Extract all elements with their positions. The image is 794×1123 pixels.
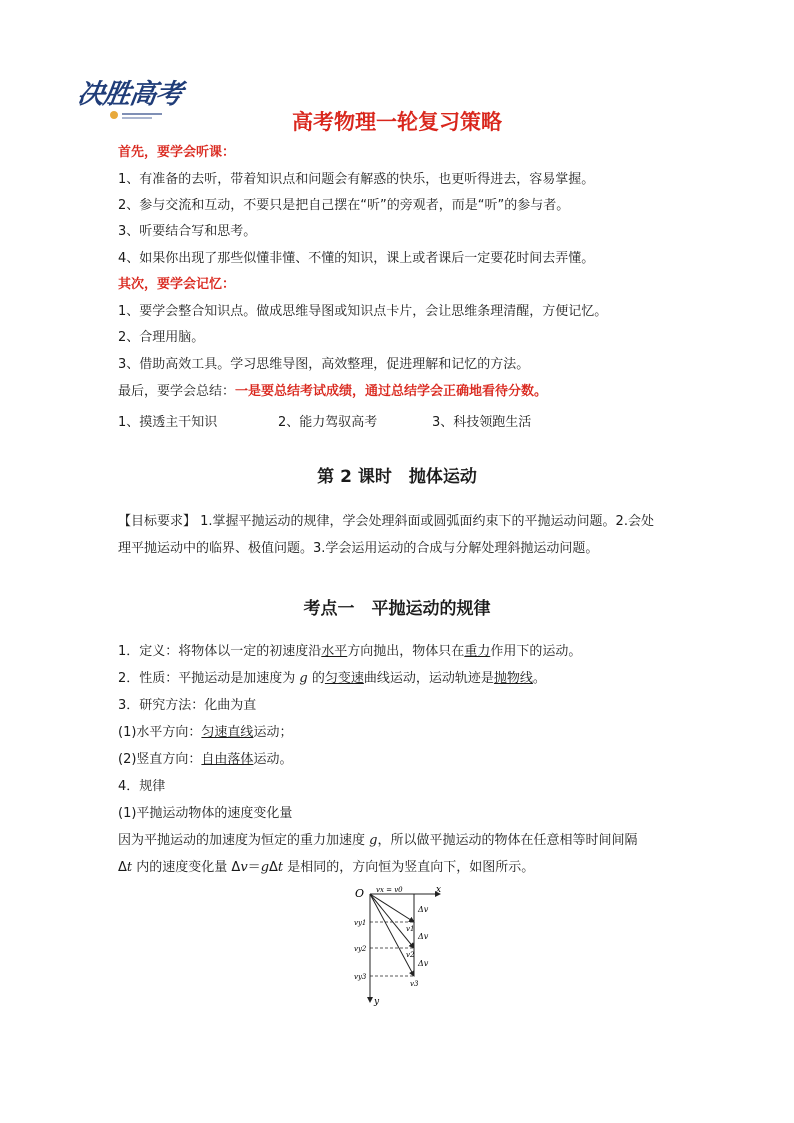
list-item: 2、合理用脑。: [118, 330, 205, 345]
v2-label: v2: [406, 951, 415, 959]
text: (1)水平方向：: [118, 725, 202, 740]
velocity-diagram: [352, 884, 452, 1006]
rule-line: 4．规律: [118, 779, 166, 794]
symbol: g: [260, 860, 270, 875]
v3-vector: [370, 894, 414, 976]
v1-label: v1: [406, 925, 415, 933]
summary-highlight: 一是要总结考试成绩，通过总结学会正确地看待分数。: [235, 384, 548, 399]
sub-heading: (1)平抛运动物体的速度变化量: [118, 806, 293, 821]
summary-prefix: 最后，要学会总结：: [118, 384, 236, 399]
dv-label: Δv: [418, 959, 429, 968]
goals-line1: 1.掌握平抛运动的规律，学会处理斜面或圆弧面约束下的平抛运动问题。2.会处: [196, 514, 654, 529]
blank-answer: 匀变速: [324, 671, 364, 686]
dv-label: Δv: [418, 905, 429, 914]
blank-answer: 抛物线: [493, 671, 533, 686]
vy2-label: vy2: [354, 945, 367, 953]
symbol: g: [299, 671, 308, 686]
text: 方向抛出，物体只在: [347, 644, 465, 659]
list-item: 3、借助高效工具。学习思维导图，高效整理，促进理解和记忆的方法。: [118, 357, 530, 372]
text: 运动；: [253, 725, 293, 740]
text: 作用下的运动。: [490, 644, 582, 659]
vy3-label: vy3: [354, 973, 367, 981]
text: 曲线运动，运动轨迹是: [363, 671, 494, 686]
list-item: 2、参与交流和互动，不要只是把自己摆在“听”的旁观者，而是“听”的参与者。: [118, 198, 570, 213]
y-axis-label: y: [374, 997, 380, 1006]
lesson-title: 第 2 课时 抛体运动: [317, 467, 477, 487]
blank-answer: 自由落体: [201, 752, 254, 767]
method-line: 3．研究方法：化曲为直: [118, 698, 257, 713]
v1-vector: [370, 894, 414, 922]
dv-label: Δv: [418, 932, 429, 941]
property-line: [118, 665, 678, 692]
vx-label: vx = v0: [376, 886, 403, 894]
vy1-label: vy1: [354, 919, 367, 927]
text: 因为平抛运动的加速度为恒定的重力加速度: [118, 833, 370, 848]
blank-answer: 重力: [464, 644, 491, 659]
logo-text: 决胜高考: [75, 79, 184, 110]
text: Δ: [118, 860, 127, 875]
list-item: 1、有准备的去听，带着知识点和问题会有解惑的快乐，也更听得进去，容易掌握。: [118, 172, 595, 187]
text: 运动。: [253, 752, 293, 767]
list-item: 1、要学会整合知识点。做成思维导图或知识点卡片，会让思维条理清醒，方便记忆。: [118, 304, 608, 319]
text: 是相同的，方向恒为竖直向下，如图所示。: [283, 860, 535, 875]
text: (2)竖直方向：: [118, 752, 202, 767]
blank-answer: 水平: [321, 644, 348, 659]
text: 。: [532, 671, 546, 686]
content-body: [118, 638, 678, 881]
summary-line: [118, 382, 547, 402]
origin-label: O: [355, 887, 365, 900]
explanation-line: [118, 854, 678, 881]
symbol: v: [240, 860, 248, 875]
text: ，所以做平抛运动的物体在任意相等时间间隔: [377, 833, 638, 848]
kaodian-title: 考点一 平抛运动的规律: [303, 599, 491, 619]
section-heading-memory: 其次，要学会记忆：: [118, 277, 236, 292]
goals-line2: 理平抛运动中的临界、极值问题。3.学会运用运动的合成与分解处理斜抛运动问题。: [118, 541, 599, 556]
list-item: 4、如果你出现了那些似懂非懂、不懂的知识，课上或者课后一定要花时间去弄懂。: [118, 251, 595, 266]
definition-line: [118, 638, 678, 665]
list-item: 2、能力驾驭高考: [278, 415, 378, 430]
section-heading-listen: 首先，要学会听课：: [118, 145, 236, 160]
symbol: g: [369, 833, 378, 848]
v3-label: v3: [410, 980, 419, 988]
text: 1．定义：将物体以一定的初速度沿: [118, 644, 322, 659]
list-item: 3、听要结合写和思考。: [118, 224, 257, 239]
symbol: t: [277, 860, 284, 875]
text: ＝: [247, 860, 261, 875]
text: Δ: [269, 860, 278, 875]
blank-answer: 匀速直线: [201, 725, 254, 740]
text: 2．性质：平抛运动是加速度为: [118, 671, 300, 686]
explanation-line: [118, 827, 678, 854]
vertical-line: [118, 746, 678, 773]
list-item: 3、科技领跑生活: [432, 415, 532, 430]
list-item: 1、摸透主干知识: [118, 415, 218, 430]
x-axis-label: x: [436, 885, 442, 895]
page-title: 高考物理一轮复习策略: [292, 110, 502, 134]
symbol: t: [126, 860, 133, 875]
horizontal-line: [118, 719, 678, 746]
text: 的: [307, 671, 325, 686]
goals: [118, 508, 678, 562]
text: 内的速度变化量 Δ: [132, 860, 241, 875]
goals-label: 【目标要求】: [118, 514, 197, 529]
v2-vector: [370, 894, 414, 948]
